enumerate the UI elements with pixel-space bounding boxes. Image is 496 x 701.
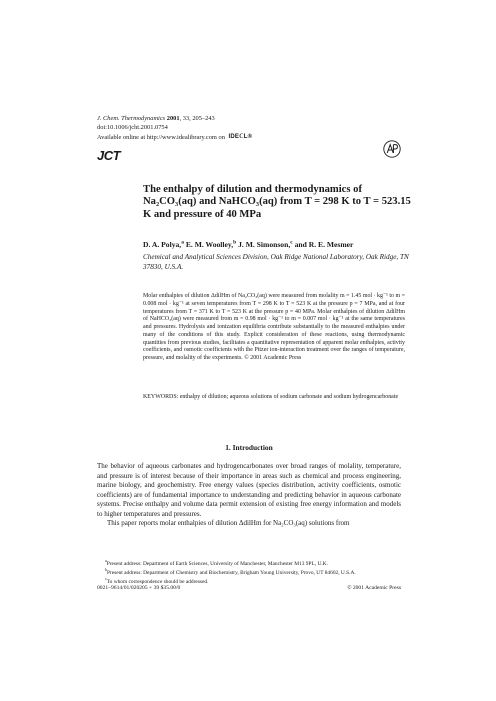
section-heading: 1. Introduction [225,443,273,452]
idealibrary-logo: IDEℂL® [228,133,253,140]
keywords: KEYWORDS: enthalpy of dilution; aqueous solutions of sodium carbonate and sodium hydrogencarbonate [143,394,399,400]
author-list [143,240,413,249]
paragraph: This paper reports molar enthalpies of dilution ΔdilHm for Na₂CO₃(aq) solutions from [107,519,350,527]
paper-title: The enthalpy of dilution and thermodynamics of Na₂CO₃(aq) and NaHCO₃(aq) from T = 298 K to T = 523.15 K and pressure of 40 MPa [143,184,411,220]
footnote-marker: a [105,559,107,564]
academic-press-logo-icon [383,140,401,158]
introduction-body [97,462,401,529]
author-name: E. M. Woolley, [185,240,234,249]
footnote: $^b$Present address: Department of Chemistry and Biochemistry, Brigham Young University, Provo, UT 84602, U.S.A. [105,568,356,576]
footer-copyright: © 2001 Academic Press [347,585,401,591]
abstract [143,293,405,363]
footnote-marker: b [105,568,107,573]
footnote-marker: c [105,577,107,582]
author-name: D. A. Polya, [143,240,182,249]
author-marker: b [233,239,237,246]
author-name: and R. E. Mesmer [294,240,354,249]
jct-logo: JCT [97,148,121,163]
author-marker: c [290,239,293,246]
journal-header [97,114,252,142]
journal-pages: , 33, 205–243 [179,115,215,122]
page-footer [97,585,401,591]
abstract-copyright: © 2001 Academic Press [244,355,302,361]
journal-year: 2001 [166,115,180,122]
journal-name: J. Chem. Thermodynamics [97,115,166,122]
footer-issn: 0021–9614/01/020205 + 39 $35.00/0 [97,585,181,591]
footnote: $^a$Present address: Department of Earth Sciences, University of Manchester, Manchester M13 9PL, U.K. [105,559,328,567]
footnotes [105,560,401,587]
author-marker: a [181,239,184,246]
online-line [97,133,252,142]
online-text[interactable]: Available online at http://www.idealibrary.com on [97,133,225,141]
abstract-text: Molar enthalpies of dilution ΔdilHm of Na₂CO₃(aq) were measured from molality m = 1.45 mol · kg⁻¹ to m = 0.008 mol · kg⁻¹ at seven temperatures from T = 298 K to T = 523 K at the pressure p = 7 MPa, and at four temperatures from T = 371 K to T = 523 K at the pressure p = 40 MPa. Molar enthalpies of dilution ΔdilHm of NaHCO₃(aq) were measured from m = 0.98 mol · kg⁻¹ to m = 0.007 mol · kg⁻¹ at the same temperatures and pressures. Hydrolysis and ionization equilibria contribute substantially to the measured enthalpies under many of the conditions of this study. Explicit consideration of these reactions, using thermodynamic quantities from previous studies, facilitates a quantitative representation of apparent molar enthalpies, activity coefficients, and osmotic coefficients with the Pitzer ion-interaction treatment over the ranges of temperature, pressure, and molality of the experiments. [143,293,405,361]
citation-line [97,114,252,123]
author-name: J. M. Simonson, [238,240,291,249]
doi-line: doi:10.1006/jcht.2001.0754 [97,124,168,132]
footnote: $^c$To whom correspondence should be addressed. [105,577,209,585]
paragraph: The behavior of aqueous carbonates and hydrogencarbonates over broad ranges of molality, temperature, and pressure is of interest because of their importance in areas such as chemical and process engineering, marine biology, and geochemistry. Free energy values (species distribution, activity coefficients, osmotic coefficients) are of fundamental importance to understanding and predicting behavior in aqueous carbonate systems. Precise enthalpy and volume data permit extension of existing free energy information and models to higher temperatures and pressures. [97,462,401,518]
affiliation: Chemical and Analytical Sciences Division, Oak Ridge National Laboratory, Oak Ridge, TN 37830, U.S.A. [143,253,409,272]
